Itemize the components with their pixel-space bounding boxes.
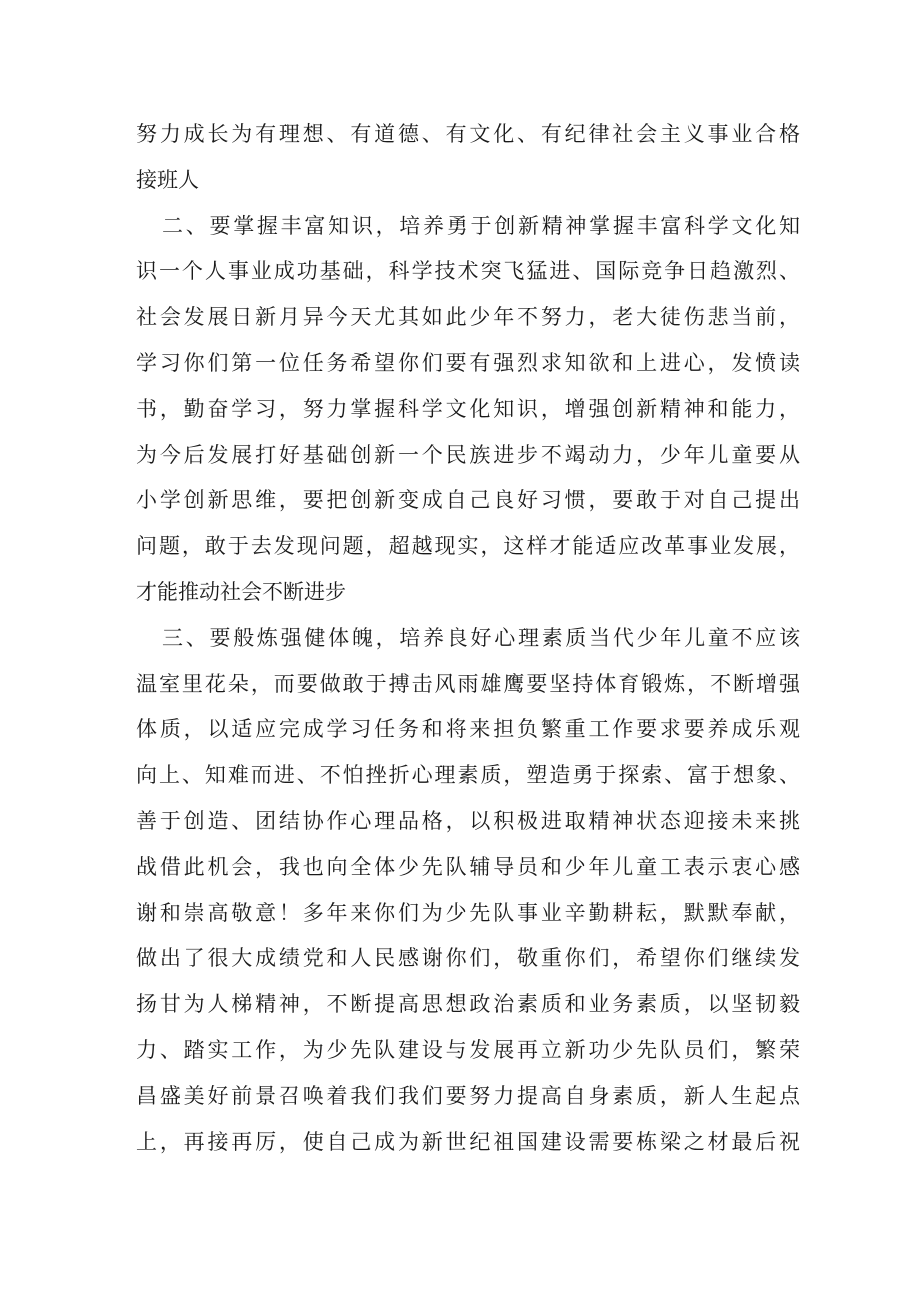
text-line: 努力成长为有理想、有道德、有文化、有纪律社会主义事业合格 bbox=[136, 122, 800, 146]
text-line: 昌盛美好前景召唤着我们我们要努力提高自身素质，新人生起点 bbox=[136, 1083, 800, 1108]
text-line: 识一个人事业成功基础，科学技术突飞猛进、国际竞争日趋激烈、 bbox=[136, 259, 800, 284]
text-line: 谢和崇高敬意！多年来你们为少先队事业辛勤耕耘，默默奉献， bbox=[136, 900, 800, 925]
text-line: 扬甘为人梯精神，不断提高思想政治素质和业务素质，以坚韧毅 bbox=[136, 992, 800, 1017]
text-line: 体质，以适应完成学习任务和将来担负繁重工作要求要养成乐观 bbox=[136, 717, 800, 742]
text-line: 为今后发展打好基础创新一个民族进步不竭动力，少年儿童要从 bbox=[136, 442, 800, 467]
text-line: 社会发展日新月异今天尤其如此少年不努力，老大徒伤悲当前， bbox=[136, 305, 800, 330]
text-line: 力、踏实工作，为少先队建设与发展再立新功少先队员们，繁荣 bbox=[136, 1037, 800, 1062]
text-line: 善于创造、团结协作心理品格，以积极进取精神状态迎接未来挑 bbox=[136, 808, 800, 833]
text-line: 向上、知难而进、不怕挫折心理素质，塑造勇于探索、富于想象、 bbox=[136, 763, 800, 788]
text-line: 温室里花朵，而要做敢于搏击风雨雄鹰要坚持体育锻炼，不断增强 bbox=[136, 671, 800, 696]
text-line: 接班人 bbox=[136, 167, 199, 192]
text-line: 学习你们第一位任务希望你们要有强烈求知欲和上进心，发愤读 bbox=[136, 350, 800, 375]
text-line: 二、要掌握丰富知识，培养勇于创新精神掌握丰富科学文化知 bbox=[162, 213, 800, 238]
text-line: 才能推动社会不断进步 bbox=[136, 579, 346, 604]
document-body bbox=[136, 112, 800, 1165]
text-line: 小学创新思维，要把创新变成自己良好习惯，要敢于对自己提出 bbox=[136, 488, 800, 513]
text-line: 战借此机会，我也向全体少先队辅导员和少年儿童工表示衷心感 bbox=[136, 854, 800, 879]
text-line: 做出了很大成绩党和人民感谢你们，敬重你们，希望你们继续发 bbox=[136, 946, 800, 971]
text-line: 问题，敢于去发现问题，超越现实，这样才能适应改革事业发展， bbox=[136, 534, 800, 559]
text-line: 上，再接再厉，使自己成为新世纪祖国建设需要栋梁之材最后祝 bbox=[136, 1129, 800, 1154]
text-line: 三、要般炼强健体魄，培养良好心理素质当代少年儿童不应该 bbox=[162, 625, 800, 650]
text-line: 书，勤奋学习，努力掌握科学文化知识，增强创新精神和能力， bbox=[136, 396, 800, 421]
